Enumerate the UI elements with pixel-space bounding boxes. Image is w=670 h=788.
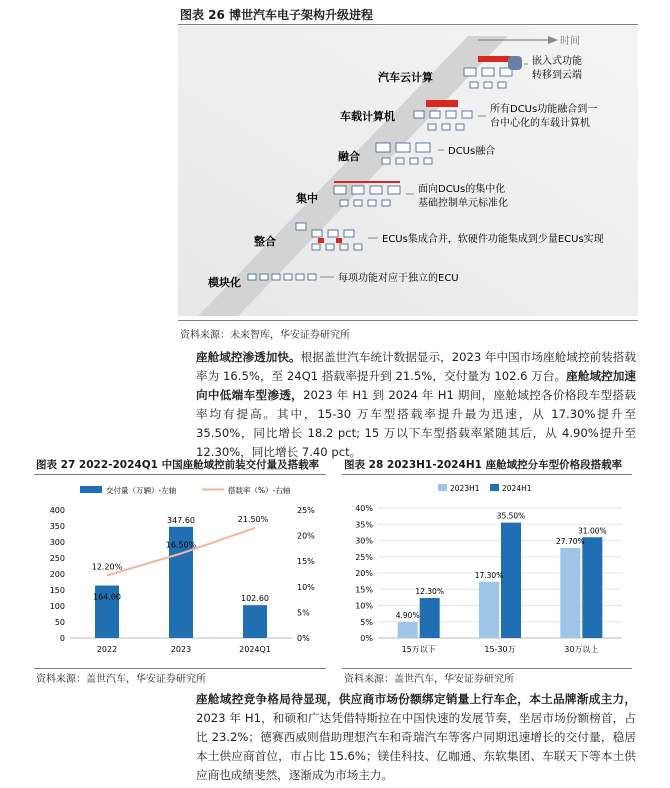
bar-value-label: 4.90% [395, 611, 420, 621]
paragraph-1-lead: 座舱域控渗透加快。 [196, 350, 301, 364]
fig27-source-rule [34, 668, 326, 669]
architecture-diagram [178, 26, 638, 316]
fig26-source-rule [178, 320, 638, 321]
bar-value-label: 35.50% [496, 511, 526, 521]
stage-label: 车载计算机 [340, 110, 395, 123]
bar-2023h1 [560, 548, 580, 638]
time-axis-label: 时间 [560, 36, 580, 47]
stage-desc: 所有DCUs功能融合到一 [490, 104, 598, 115]
fig28-title-rule [342, 474, 632, 475]
stage-5-computer [426, 100, 458, 107]
y-tick-label: 200 [49, 570, 65, 579]
stage-desc: 嵌入式功能 [532, 56, 582, 67]
cloud-icon [508, 56, 522, 70]
stage-label: 集中 [296, 192, 318, 205]
y2-tick-label: 0% [297, 634, 310, 643]
bar-2023h1 [398, 622, 418, 638]
stage-desc: 面向DCUs的集中化 [418, 184, 506, 195]
y-tick-label: 0% [360, 634, 373, 643]
y-tick-label: 400 [49, 506, 65, 515]
bar-2024h1 [501, 523, 521, 638]
fig26-title-rule [178, 24, 638, 25]
fig28-source: 资料来源：盖世汽车，华安证券研究所 [344, 674, 514, 685]
fig28-title: 图表 28 2023H1-2024H1 座舱域控分车型价格段搭载率 [344, 459, 623, 471]
stage-label: 融合 [338, 150, 360, 163]
legend-swatch [80, 486, 102, 493]
paragraph-1-text-2: 2023 年 H1 到 2024 年 H1 期间，座舱域控各价格段车型搭载率均有提高。其中，15-30 万车型搭载率提升最为迅速，从 17.30%提升至 35.50%，同比增长 18.2 pct; 15 万以下车型搭载率紧随其后，从 4.90%提升至 12.30%，同比增长 7.40 pct。 [196, 388, 636, 459]
y-tick-label: 10% [355, 601, 373, 611]
bar [243, 605, 267, 638]
bar-value-label: 31.00% [578, 526, 607, 536]
bar-2024h1 [582, 537, 602, 638]
fig28-source-rule [342, 668, 632, 669]
x-tick-label: 30万以上 [564, 645, 599, 654]
bar-value-label: 164.00 [93, 592, 121, 602]
x-tick-label: 15-30万 [484, 645, 516, 654]
bar-value-label: 102.60 [241, 594, 269, 604]
legend-swatch [438, 484, 447, 491]
legend-label: 2024H1 [502, 484, 532, 493]
bar-value-label: 347.60 [167, 515, 195, 525]
y-tick-label: 350 [49, 522, 65, 531]
rate-label: 21.50% [237, 514, 269, 524]
stage-2-highlight [318, 238, 324, 243]
y2-tick-label: 10% [297, 582, 315, 592]
stage-desc: 转移到云端 [532, 70, 582, 81]
y-tick-label: 35% [355, 520, 373, 530]
bar-value-label: 12.30% [415, 587, 444, 597]
y-tick-label: 20% [355, 569, 373, 578]
bar-value-label: 17.30% [474, 570, 504, 580]
stage-2-highlight [336, 238, 342, 243]
paragraph-2 [196, 690, 636, 785]
stage-desc: 基础控制单元标准化 [418, 198, 508, 209]
y-tick-label: 30% [355, 536, 373, 546]
x-tick-label: 2024Q1 [239, 645, 271, 654]
bar-2023h1 [479, 582, 499, 638]
rate-label: 12.20% [91, 562, 123, 572]
stage-label: 模块化 [208, 276, 241, 289]
stage-desc: DCUs融合 [448, 146, 496, 157]
paragraph-1-text: 根据盖世汽车统计数据显示，2023 年中国市场座舱域控前装搭载率为 16.5%，至 24Q1 搭载率提升到 21.5%，交付量为 102.6 万台。 [196, 350, 636, 383]
y-tick-label: 5% [360, 617, 373, 627]
y-tick-label: 15% [355, 585, 373, 595]
delivery-chart [34, 478, 326, 666]
stage-label: 整合 [254, 235, 276, 248]
stage-desc: ECUs集成合并，软硬件功能集成到少量ECUs实现 [382, 234, 604, 245]
paragraph-2-text: 2023 年 H1，和硕和广达凭借特斯拉在中国快速的发展节奏，坐居市场份额榜首，占比 23.2%；德赛西威则借助理想汽车和奇瑞汽车等客户同期迅速增长的交付量，稳居本土供应商首位，市占比 15.6%；镁佳科技、亿咖通、东软集团、车联天下等本土供应商也成绩斐然，逐渐成为市场主力。 [196, 711, 636, 782]
bar-value-label: 27.70% [556, 536, 585, 546]
y-tick-label: 250 [49, 554, 65, 563]
stage-desc: 台中心化的车载计算机 [490, 118, 590, 129]
stage-label: 汽车云计算 [378, 71, 433, 84]
rate-label: 16.50% [165, 540, 197, 550]
legend-label: 交付量（万辆）-左轴 [106, 486, 177, 495]
y-tick-label: 50 [54, 618, 65, 627]
stage-desc: 每项功能对应于独立的ECU [338, 273, 459, 284]
x-tick-label: 2022 [96, 645, 118, 654]
x-tick-label: 15万以下 [401, 645, 436, 654]
y2-tick-label: 20% [297, 531, 315, 541]
bar-2024h1 [420, 598, 440, 638]
y2-tick-label: 25% [297, 506, 315, 515]
paragraph-1-bold: 座舱域控加速向中低端车型渗透， [196, 369, 636, 402]
fig26-source: 资料来源：未来智库，华安证券研究所 [180, 330, 350, 341]
fig27-source: 资料来源：盖世汽车，华安证券研究所 [36, 674, 206, 685]
y2-tick-label: 5% [297, 608, 310, 618]
penetration-chart [342, 478, 632, 666]
y-tick-label: 40% [355, 504, 373, 513]
y-tick-label: 0 [59, 634, 65, 643]
y-tick-label: 100 [49, 602, 65, 611]
y-tick-label: 25% [355, 552, 373, 562]
fig27-title-rule [34, 474, 326, 475]
legend-label: 搭载率（%）-右轴 [228, 486, 291, 495]
legend-swatch [490, 484, 499, 491]
y-tick-label: 300 [49, 538, 65, 547]
legend-label: 2023H1 [450, 484, 480, 493]
y-tick-label: 150 [49, 586, 65, 595]
x-tick-label: 2023 [170, 645, 192, 654]
paragraph-1 [196, 348, 636, 462]
paragraph-2-lead: 座舱域控竞争格局待显现，供应商市场份额绑定销量上行车企，本土品牌渐成主力， [196, 692, 636, 706]
fig27-title: 图表 27 2022-2024Q1 中国座舱域控前装交付量及搭载率 [36, 459, 320, 471]
fig26-title: 图表 26 博世汽车电子架构升级进程 [180, 8, 374, 22]
cloud-link [478, 56, 512, 62]
y2-tick-label: 15% [297, 557, 315, 567]
